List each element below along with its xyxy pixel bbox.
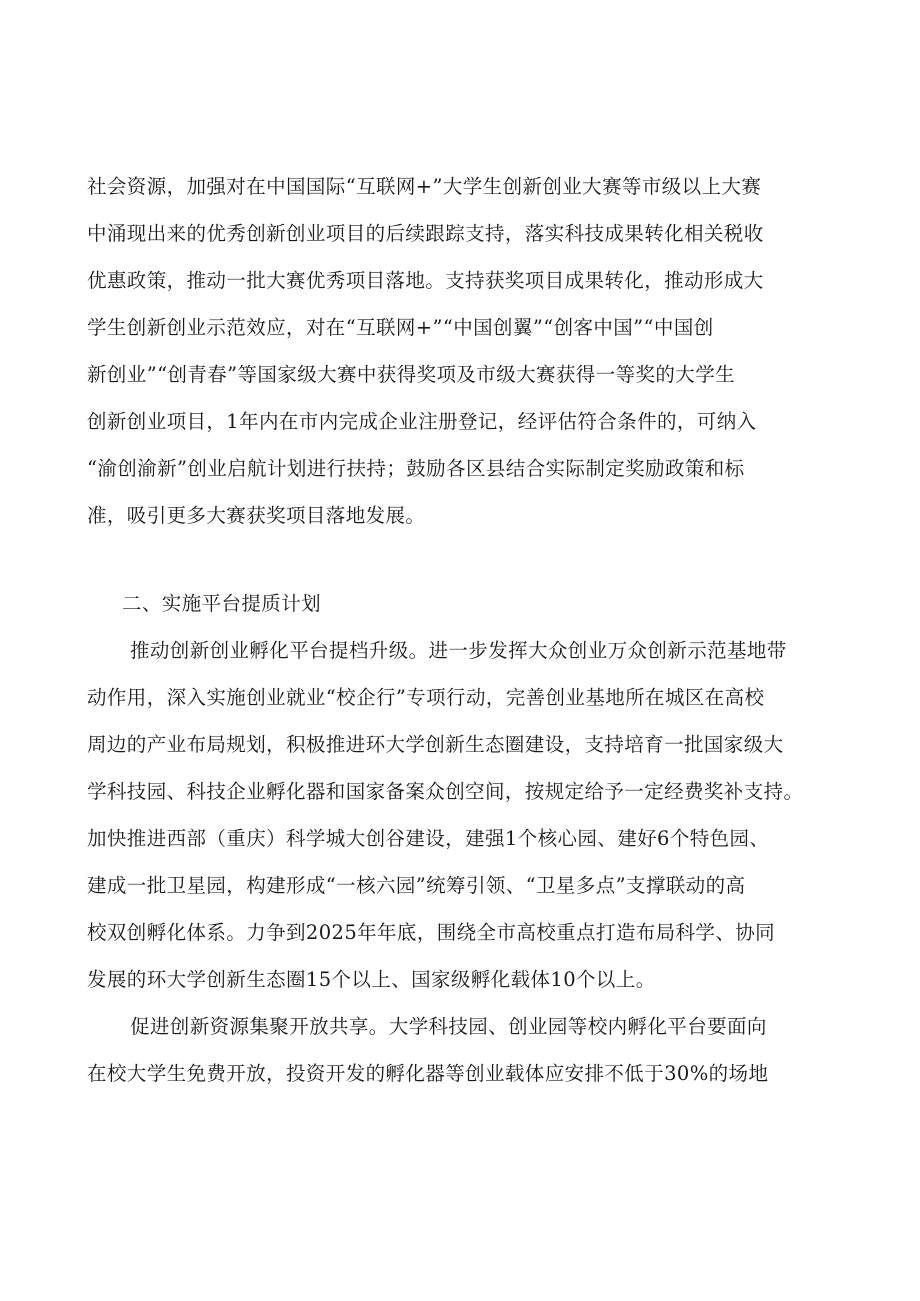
- paragraph-1-line-8: 准，吸引更多大赛获奖项目落地发展。: [87, 504, 426, 527]
- paragraph-1-line-5: 新创业”“创青春”等国家级大赛中获得奖项及市级大赛获得一等奖的大学生: [87, 363, 736, 386]
- paragraph-3-line-1: 促进创新资源集聚开放共享。大学科技园、创业园等校内孵化平台要面向: [130, 1015, 767, 1038]
- paragraph-1-line-3: 优惠政策，推动一批大赛优秀项目落地。支持获奖项目成果转化，推动形成大: [87, 269, 764, 292]
- section-heading: 二、实施平台提质计划: [122, 592, 322, 615]
- paragraph-2-line-2: 动作用，深入实施创业就业“校企行”专项行动，完善创业基地所在城区在高校: [87, 686, 765, 709]
- paragraph-1-line-1: 社会资源，加强对在中国国际“互联网+”大学生创新创业大赛等市级以上大赛: [87, 175, 762, 198]
- paragraph-1-line-7: “渝创渝新”创业启航计划进行扶持；鼓励各区县结合实际制定奖励政策和标: [87, 457, 745, 480]
- paragraph-1-line-6: 创新创业项目，1年内在市内完成企业注册登记，经评估符合条件的，可纳入: [87, 410, 757, 433]
- paragraph-3-line-2: 在校大学生免费开放，投资开发的孵化器等创业载体应安排不低于30%的场地: [87, 1062, 769, 1085]
- paragraph-2-line-4: 学科技园、科技企业孵化器和国家备案众创空间，按规定给予一定经费奖补支持。: [87, 780, 804, 803]
- paragraph-2-line-6: 建成一批卫星园，构建形成“一核六园”统筹引领、“卫星多点”支撑联动的高: [87, 874, 746, 897]
- paragraph-2-line-3: 周边的产业布局规划，积极推进环大学创新生态圈建设，支持培育一批国家级大: [87, 733, 784, 756]
- paragraph-1-line-2: 中涌现出来的优秀创新创业项目的后续跟踪支持，落实科技成果转化相关税收: [87, 222, 764, 245]
- paragraph-2-line-7: 校双创孵化体系。力争到2025年年底，围绕全市高校重点打造布局科学、协同: [87, 921, 776, 944]
- paragraph-2-line-8: 发展的环大学创新生态圈15个以上、国家级孵化载体10个以上。: [87, 968, 656, 991]
- paragraph-1-line-4: 学生创新创业示范效应，对在“互联网+”“中国创翼”“创客中国”“中国创: [87, 316, 714, 339]
- paragraph-2-line-5: 加快推进西部（重庆）科学城大创谷建设，建强1个核心园、建好6个特色园、: [87, 827, 770, 850]
- paragraph-2-line-1: 推动创新创业孵化平台提档升级。进一步发挥大众创业万众创新示范基地带: [130, 639, 787, 662]
